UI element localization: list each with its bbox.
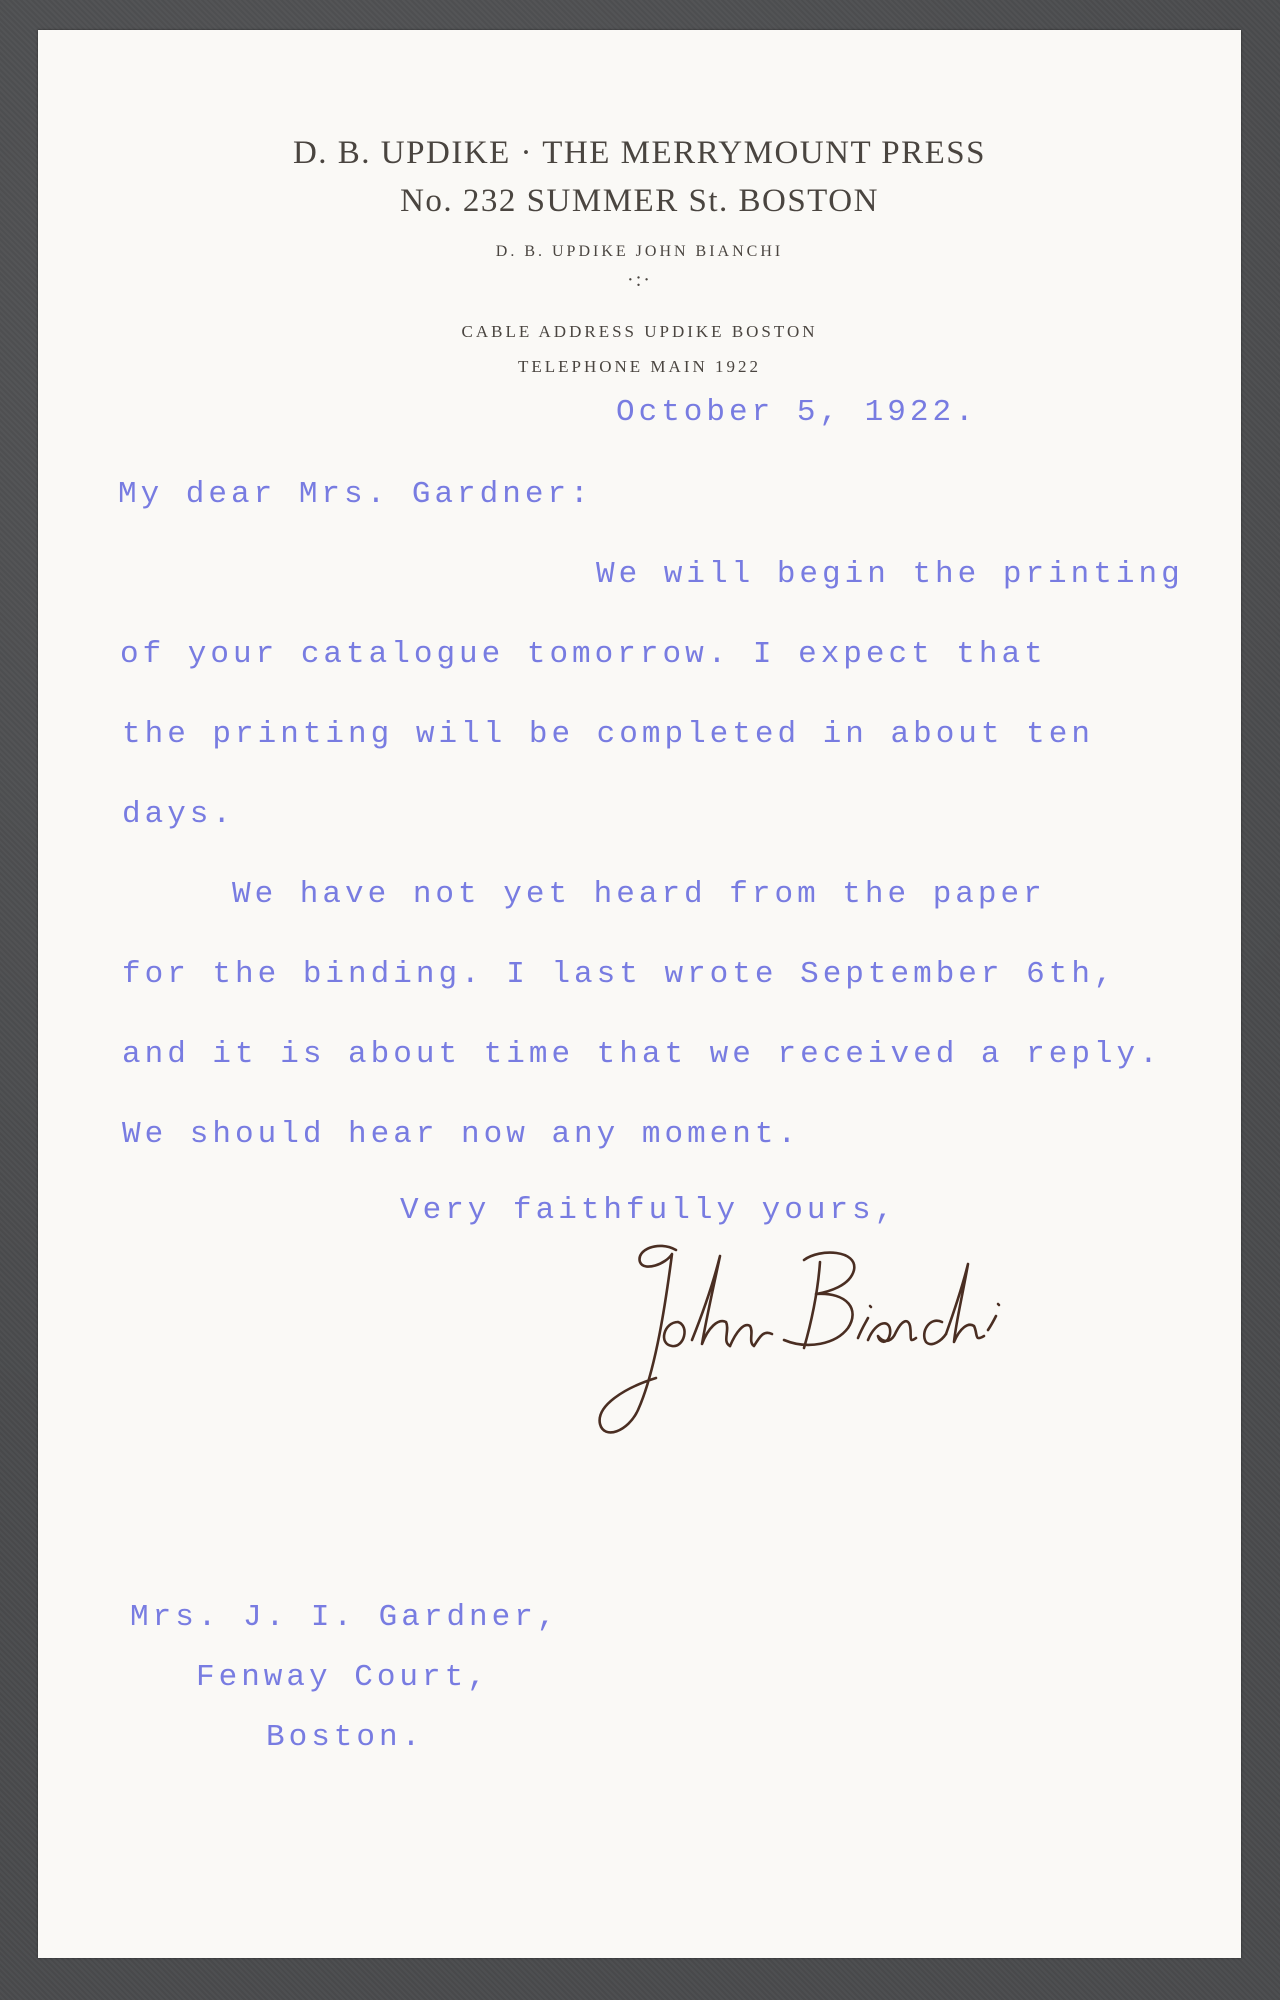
address-line: Boston. (266, 1720, 425, 1755)
body-line: the printing will be completed in about ten (122, 717, 1094, 752)
ornament-icon: ·:· (627, 269, 652, 291)
letterhead-cable: CABLE ADDRESS UPDIKE BOSTON (461, 322, 818, 341)
address-line: Fenway Court, (196, 1660, 490, 1695)
body-line: We will begin the printing (596, 557, 1184, 592)
body-line: days. (122, 797, 236, 832)
body-line: for the binding. I last wrote September 6th, (122, 957, 1117, 992)
letterhead-address: No. 232 SUMMER St. BOSTON (400, 183, 879, 219)
body-line: We should hear now any moment. (122, 1117, 801, 1152)
handwritten-signature (558, 1210, 1038, 1450)
body-line: of your catalogue tomorrow. I expect that (120, 637, 1047, 672)
letterhead-telephone: TELEPHONE MAIN 1922 (517, 357, 762, 376)
letter-sheet (38, 30, 1241, 1958)
closing: Very faithfully yours, (400, 1193, 898, 1228)
letter-date: October 5, 1922. (616, 395, 978, 430)
letterhead-names: D. B. UPDIKE JOHN BIANCHI (495, 243, 784, 260)
body-line: and it is about time that we received a reply. (122, 1037, 1162, 1072)
address-line: Mrs. J. I. Gardner, (130, 1600, 560, 1635)
body-line: We have not yet heard from the paper (232, 877, 1046, 912)
salutation: My dear Mrs. Gardner: (118, 477, 593, 512)
letterhead-title: D. B. UPDIKE · THE MERRYMOUNT PRESS (292, 135, 987, 171)
